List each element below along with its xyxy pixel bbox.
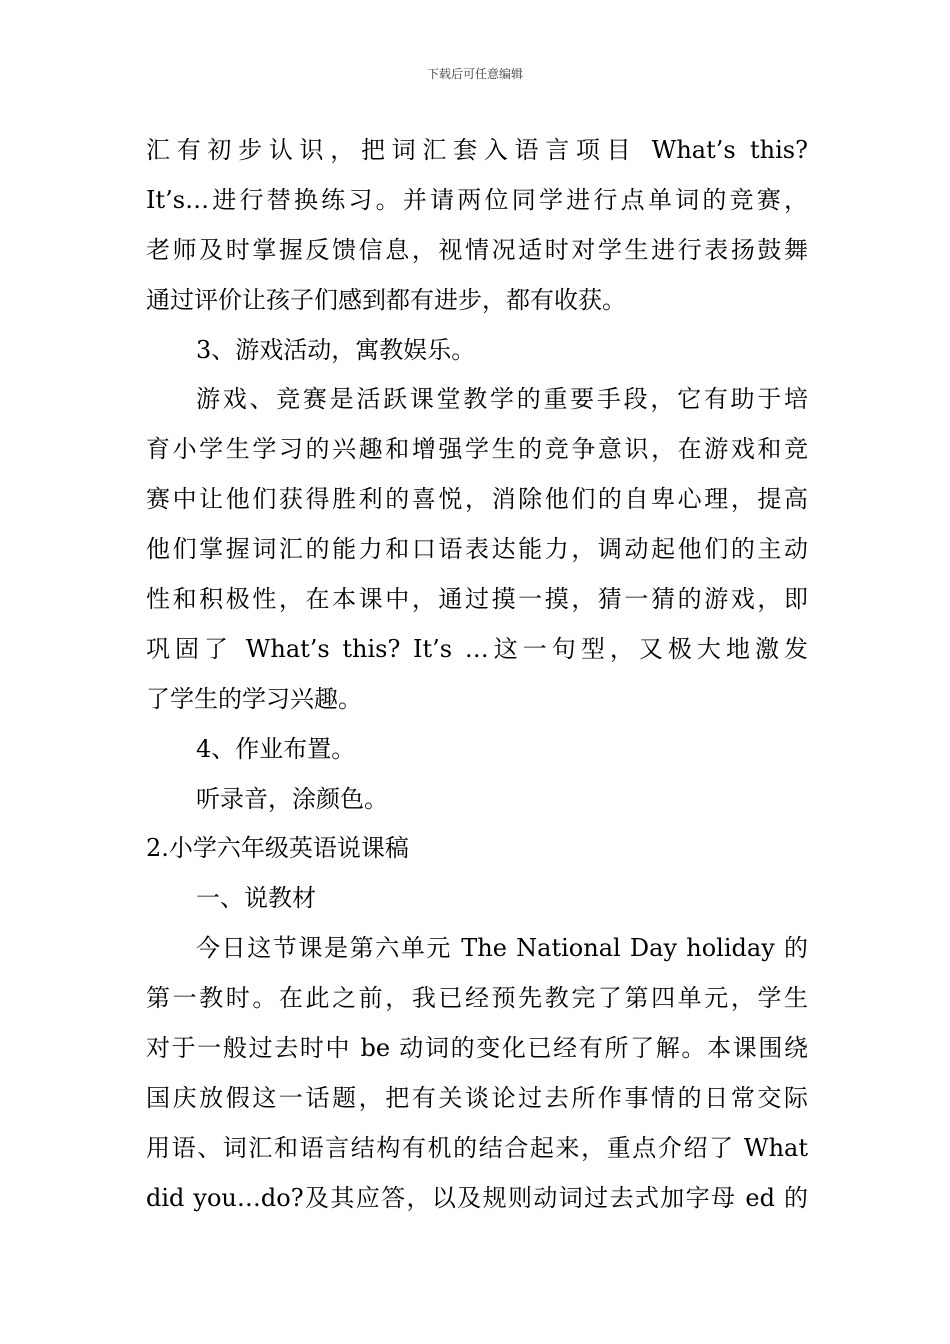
text-line: 汇有初步认识，把词汇套入语言项目 What’s this? [146, 136, 808, 164]
document-title: 2.小学六年级英语说课稿 [146, 834, 409, 863]
text-line: 育小学生学习的兴趣和增强学生的竞争意识，在游戏和竞 [146, 435, 808, 464]
text-line: 他们掌握词汇的能力和口语表达能力，调动起他们的主动 [146, 535, 808, 564]
text-line: 性和积极性，在本课中，通过摸一摸，猜一猜的游戏，即 [146, 585, 808, 614]
text-line: 通过评价让孩子们感到都有进步，都有收获。 [146, 285, 626, 314]
text-line: 游戏、竞赛是活跃课堂教学的重要手段，它有助于培 [196, 385, 808, 414]
text-line: 今日这节课是第六单元 The National Day holiday 的 [196, 934, 808, 963]
text-line: 赛中让他们获得胜利的喜悦，消除他们的自卑心理，提高 [146, 485, 808, 514]
document-body [146, 126, 808, 1224]
text-line: 听录音，涂颜色。 [196, 784, 388, 813]
section-heading: 4、作业布置。 [196, 734, 356, 763]
text-line: 了学生的学习兴趣。 [146, 684, 362, 713]
section-heading: 一、说教材 [196, 884, 316, 913]
text-line: 老师及时掌握反馈信息，视情况适时对学生进行表扬鼓舞 [146, 235, 808, 264]
page-header: 下载后可任意编辑 [426, 67, 523, 81]
section-heading: 3、游戏活动，寓教娱乐。 [196, 335, 476, 364]
text-line: 巩固了 What’s this? It’s …这一句型，又极大地激发 [146, 634, 808, 663]
text-line: 国庆放假这一话题，把有关谈论过去所作事情的日常交际 [146, 1083, 808, 1112]
text-line: 对于一般过去时中 be 动词的变化已经有所了解。本课围绕 [146, 1034, 808, 1063]
text-line: It’s…进行替换练习。并请两位同学进行点单词的竞赛， [146, 185, 808, 214]
text-line: 用语、词汇和语言结构有机的结合起来，重点介绍了 What [146, 1133, 808, 1162]
text-line: 第一教时。在此之前，我已经预先教完了第四单元，学生 [146, 984, 808, 1013]
text-line: did you…do?及其应答，以及规则动词过去式加字母 ed 的 [146, 1183, 808, 1212]
